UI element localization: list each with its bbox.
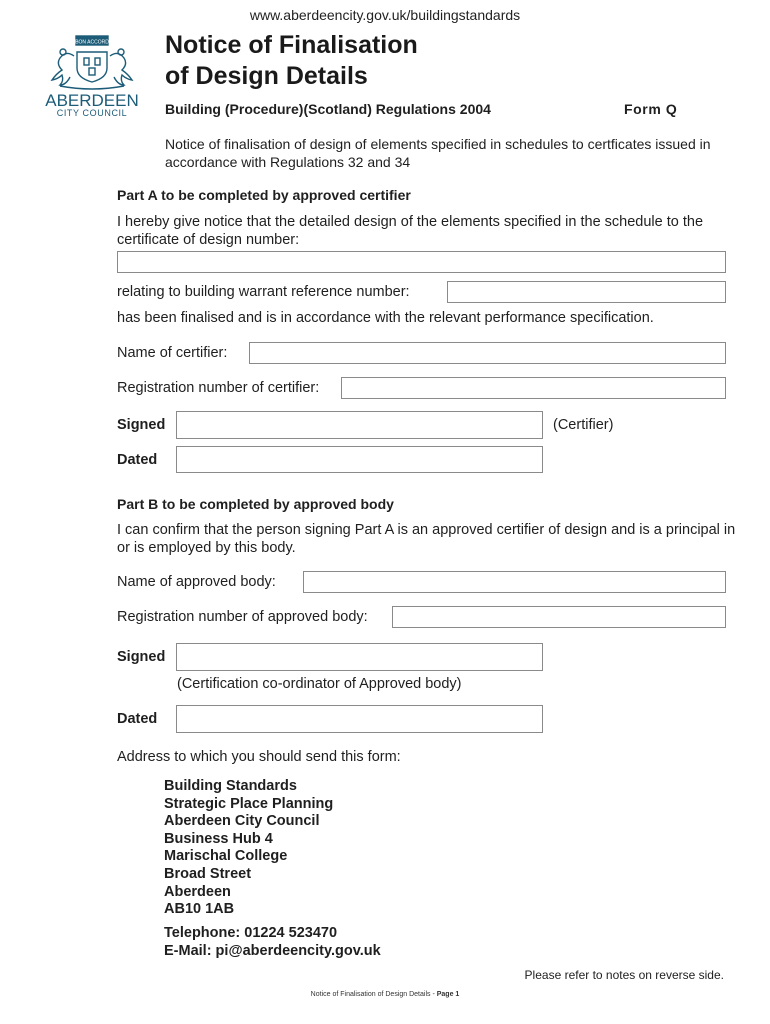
part-b-dated-label: Dated (117, 711, 158, 727)
address-line: Aberdeen (164, 883, 231, 900)
motto-text: BON ACCORD (75, 39, 109, 46)
approved-body-registration-label: Registration number of approved body: (117, 609, 368, 625)
part-b-heading: Part B to be completed by approved body (117, 496, 394, 512)
website-url: www.aberdeencity.gov.uk/buildingstandards (249, 7, 521, 23)
refer-notes-text: Please refer to notes on reverse side. (524, 968, 724, 982)
certifier-registration-input[interactable] (341, 377, 726, 399)
approved-body-name-label: Name of approved body: (117, 574, 276, 590)
title-line-2: of Design Details (165, 62, 368, 90)
warrant-reference-label: relating to building warrant reference number: (117, 284, 410, 300)
form-label: Form Q (624, 101, 678, 117)
part-a-signed-label: Signed (117, 417, 166, 433)
footer-title: Notice of Finalisation of Design Details - (310, 991, 437, 998)
address-line: Marischal College (164, 848, 288, 865)
logo-subtitle: CITY COUNCIL (56, 108, 128, 118)
certificate-number-input[interactable] (117, 251, 726, 273)
telephone: Telephone: 01224 523470 (164, 925, 338, 941)
part-b-date-input[interactable] (176, 705, 543, 733)
regulations-subtitle: Building (Procedure)(Scotland) Regulations 2004 (165, 101, 491, 117)
intro-text: Notice of finalisation of design of elements specified in schedules to certficates issued in accordance with Regulations 32 and 34 (165, 136, 711, 170)
part-a-signature-input[interactable] (176, 411, 543, 439)
approved-body-registration-input[interactable] (392, 606, 726, 628)
email: E-Mail: pi@aberdeencity.gov.uk (164, 943, 381, 959)
part-a-heading: Part A to be completed by approved certifier (117, 187, 411, 203)
part-b-signature-input[interactable] (176, 643, 543, 671)
page-number: Page 1 (436, 991, 460, 998)
part-a-date-input[interactable] (176, 446, 543, 473)
part-a-notice-text: I hereby give notice that the detailed design of the elements specified in the schedule to the certificate of design number: (117, 214, 704, 248)
coordinator-caption: (Certification co-ordinator of Approved body) (177, 676, 462, 692)
coat-of-arms-icon (36, 34, 148, 118)
address-line: Broad Street (164, 865, 252, 882)
part-b-confirm-text: I can confirm that the person signing Part A is an approved certifier of design and is a principal in or is employed by this body. (117, 522, 736, 556)
address-line: Business Hub 4 (164, 830, 273, 847)
address-intro: Address to which you should send this form: (117, 749, 401, 765)
aberdeen-city-council-logo (36, 34, 148, 118)
logo-name: ABERDEEN (45, 91, 139, 110)
address-line: Aberdeen City Council (164, 813, 320, 830)
address-line: Building Standards (164, 778, 297, 794)
certifier-registration-label: Registration number of certifier: (117, 380, 320, 396)
title-line-1: Notice of Finalisation (165, 31, 418, 59)
postal-address (164, 778, 333, 919)
approved-body-name-input[interactable] (303, 571, 726, 593)
address-line: Strategic Place Planning (164, 795, 334, 812)
finalised-text: has been finalised and is in accordance with the relevant performance specification. (117, 310, 654, 326)
part-a-dated-label: Dated (117, 452, 158, 468)
page-title (165, 30, 418, 92)
address-line: AB10 1AB (164, 901, 235, 918)
contact-details (164, 924, 381, 960)
certifier-name-input[interactable] (249, 342, 726, 364)
certifier-name-label: Name of certifier: (117, 345, 228, 361)
page-footer (0, 991, 770, 998)
certifier-caption: (Certifier) (553, 417, 614, 433)
warrant-reference-input[interactable] (447, 281, 726, 303)
part-b-signed-label: Signed (117, 649, 166, 665)
